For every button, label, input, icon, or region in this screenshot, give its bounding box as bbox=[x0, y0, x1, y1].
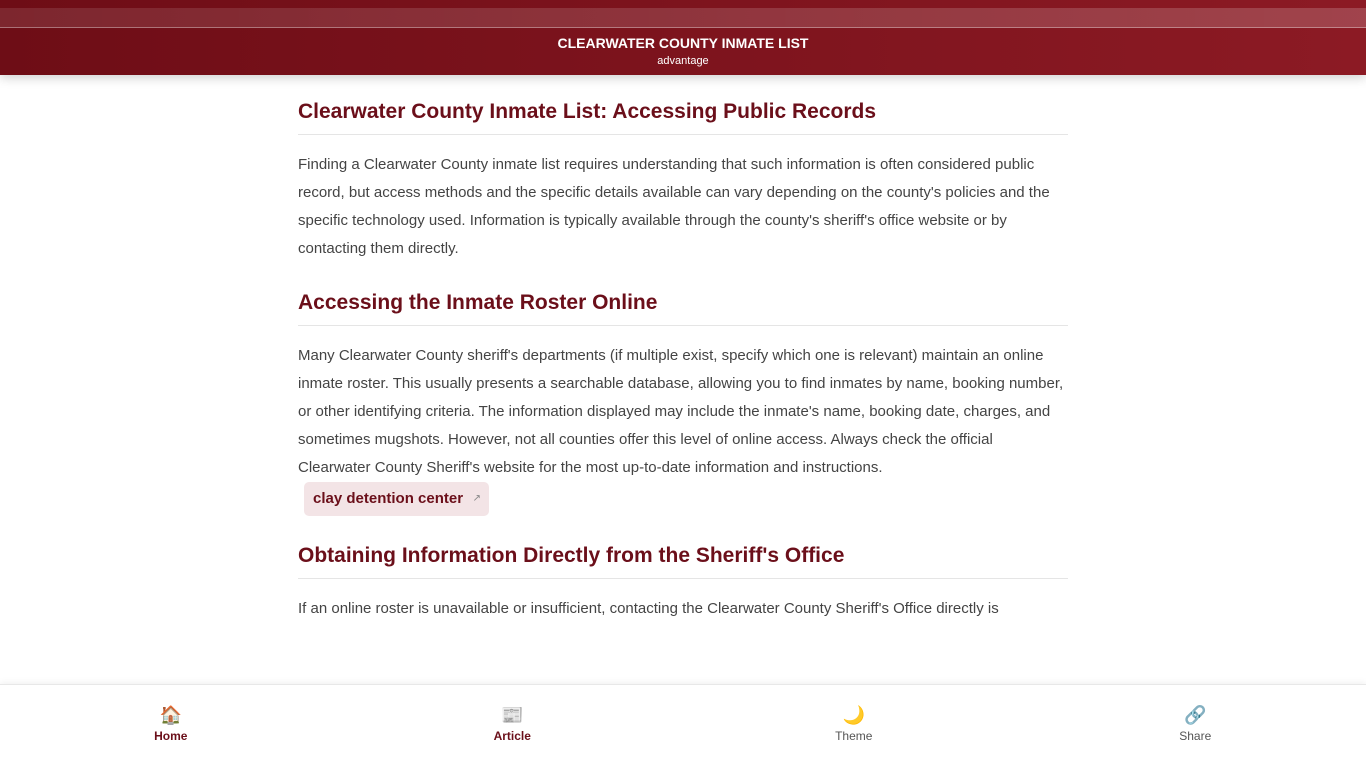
external-link-icon: ↗ bbox=[472, 493, 482, 504]
site-title[interactable]: CLEARWATER COUNTY INMATE LIST bbox=[557, 35, 809, 51]
site-subtitle: advantage bbox=[657, 55, 709, 67]
nav-home[interactable] bbox=[0, 685, 342, 768]
nav-label: Home bbox=[154, 729, 188, 743]
nav-theme[interactable] bbox=[683, 685, 1025, 768]
section-heading: Clearwater County Inmate List: Accessing Public Records bbox=[298, 100, 1068, 135]
section-paragraph: Finding a Clearwater County inmate list requires understanding that such information is often considered public record, but access methods and the specific details available can vary depending on the county's policies and the specific technology used. Information is typically available through the county's sheriff's office website or by contacting them directly. bbox=[298, 156, 1050, 257]
bottom-nav bbox=[0, 684, 1366, 768]
nav-article[interactable] bbox=[342, 685, 684, 768]
section-heading: Obtaining Information Directly from the Sheriff's Office bbox=[298, 544, 1068, 579]
article bbox=[298, 84, 1068, 651]
moon-icon: 🌙 bbox=[842, 705, 865, 725]
nav-share[interactable] bbox=[1025, 685, 1366, 768]
link-icon: 🔗 bbox=[1184, 705, 1207, 725]
section-paragraph bbox=[298, 342, 1068, 516]
house-icon: 🏠 bbox=[159, 705, 182, 725]
nav-label: Article bbox=[493, 729, 531, 743]
section-heading: Accessing the Inmate Roster Online bbox=[298, 291, 1068, 326]
section-paragraph: If an online roster is unavailable or insufficient, contacting the Clearwater County Sheriff's Office directly is bbox=[298, 600, 999, 617]
related-link-chip[interactable] bbox=[304, 482, 489, 516]
link-label: clay detention center bbox=[313, 490, 464, 507]
paragraph-text: Many Clearwater County sheriff's departments (if multiple exist, specify which one is relevant) maintain an online inmate roster. This usually presents a searchable database, allowing you to find inmates by name, booking number, or other identifying criteria. The information displayed may include the inmate's name, booking date, charges, and sometimes mugshots. However, not all counties offer this level of online access. Always check the official Clearwater County Sheriff's website for the most up-to-date information and instructions. bbox=[298, 347, 1064, 476]
nav-label: Theme bbox=[835, 729, 873, 743]
header-band bbox=[0, 8, 1366, 28]
newspaper-icon: 📰 bbox=[501, 705, 524, 725]
nav-label: Share bbox=[1179, 729, 1212, 743]
site-header bbox=[0, 0, 1366, 75]
